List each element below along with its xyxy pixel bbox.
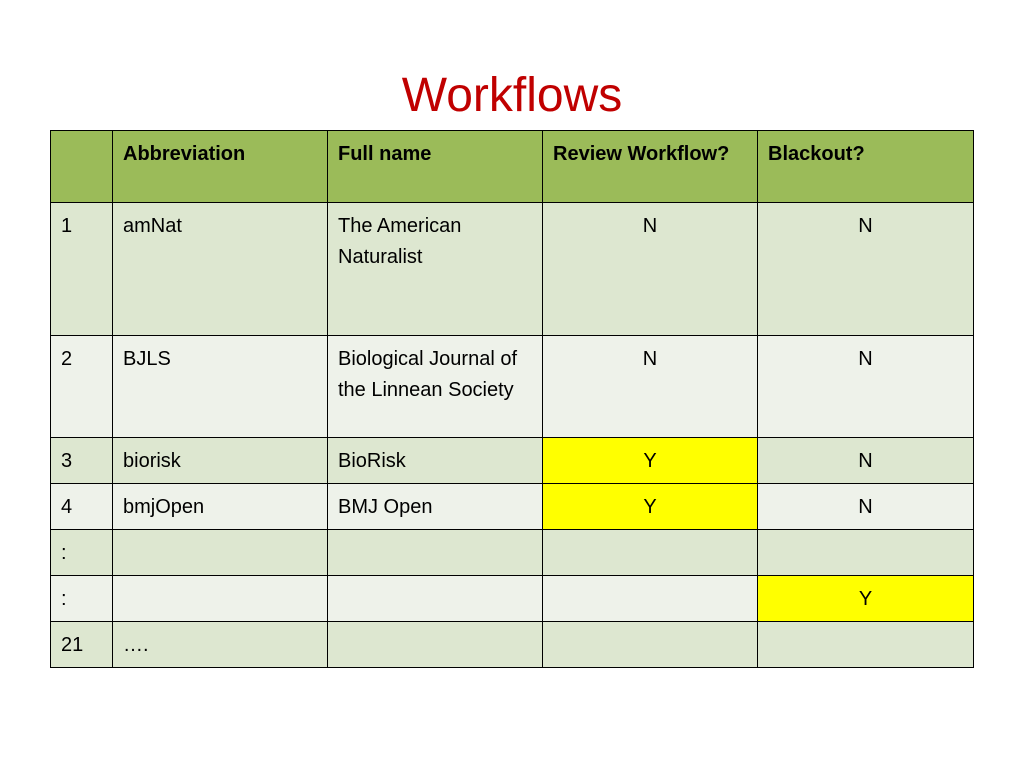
review-cell — [543, 530, 758, 576]
table-row — [51, 576, 974, 622]
review-cell — [543, 576, 758, 622]
abbreviation-cell: …. — [113, 622, 328, 668]
abbreviation-cell: BJLS — [113, 336, 328, 438]
abbreviation-cell: bmjOpen — [113, 484, 328, 530]
header-review-workflow: Review Workflow? — [543, 131, 758, 203]
row-number: 21 — [51, 622, 113, 668]
full-name-cell — [328, 622, 543, 668]
review-cell: N — [543, 203, 758, 336]
header-full-name: Full name — [328, 131, 543, 203]
abbreviation-cell — [113, 530, 328, 576]
table-row — [51, 438, 974, 484]
review-cell — [543, 622, 758, 668]
blackout-cell — [758, 530, 974, 576]
row-number: : — [51, 530, 113, 576]
row-number: 3 — [51, 438, 113, 484]
review-cell-highlighted: Y — [543, 484, 758, 530]
row-number: 2 — [51, 336, 113, 438]
abbreviation-cell — [113, 576, 328, 622]
table-row — [51, 622, 974, 668]
blackout-cell: N — [758, 438, 974, 484]
abbreviation-cell: amNat — [113, 203, 328, 336]
blackout-cell: N — [758, 336, 974, 438]
header-abbreviation: Abbreviation — [113, 131, 328, 203]
table-header-row — [51, 131, 974, 203]
table-row — [51, 203, 974, 336]
review-cell: N — [543, 336, 758, 438]
blackout-cell — [758, 622, 974, 668]
blackout-cell: N — [758, 484, 974, 530]
blackout-cell: N — [758, 203, 974, 336]
workflows-table — [50, 130, 974, 668]
abbreviation-cell: biorisk — [113, 438, 328, 484]
review-cell-highlighted: Y — [543, 438, 758, 484]
row-number: 4 — [51, 484, 113, 530]
table-row — [51, 484, 974, 530]
table-row — [51, 530, 974, 576]
header-number — [51, 131, 113, 203]
row-number: : — [51, 576, 113, 622]
slide-title: Workflows — [401, 69, 623, 122]
header-blackout: Blackout? — [758, 131, 974, 203]
full-name-cell — [328, 530, 543, 576]
full-name-cell — [328, 576, 543, 622]
row-number: 1 — [51, 203, 113, 336]
full-name-cell: The American Naturalist — [328, 203, 543, 336]
full-name-cell: Biological Journal of the Linnean Society — [328, 336, 543, 438]
full-name-cell: BMJ Open — [328, 484, 543, 530]
blackout-cell-highlighted: Y — [758, 576, 974, 622]
table-row — [51, 336, 974, 438]
full-name-cell: BioRisk — [328, 438, 543, 484]
